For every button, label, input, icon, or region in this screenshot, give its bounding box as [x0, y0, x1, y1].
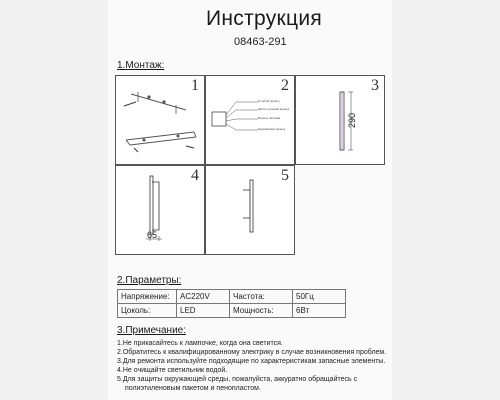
param-value: AC220V: [177, 290, 230, 304]
page-title: Инструкция: [206, 7, 323, 30]
note-item: полиэтиленовым пакетом и пенопластом.: [125, 385, 261, 393]
wire-label-ground: Желто-зеленый провод: [258, 107, 290, 111]
section-heading-montage: 1.Монтаж:: [117, 60, 165, 71]
param-label: Напряжение:: [118, 290, 177, 304]
wire-label-blue: Голубой провод: [258, 99, 280, 103]
step-panel-1: [115, 75, 205, 165]
param-value: 6Вт: [293, 304, 346, 318]
step-panel-4: [115, 165, 205, 255]
product-code: 08463-291: [234, 36, 287, 48]
wire-label-power: Провод питания: [258, 116, 281, 120]
table-row: [118, 304, 346, 318]
parameters-table: [117, 289, 346, 318]
note-item: 3.Для ремонта используйте подходящие по характеристикам запасные элементы.: [117, 358, 386, 366]
note-item: 1.Не прикасайтесь к лампочке, когда она светится.: [117, 340, 283, 347]
note-item: 4.Не очищайте светильник водой.: [117, 367, 228, 375]
param-label: Частота:: [230, 290, 293, 304]
step-panel-5: [205, 165, 295, 255]
step-panel-3: [295, 75, 385, 165]
installed-lamp-illustration: [206, 166, 296, 256]
step-number: 4: [191, 167, 199, 184]
section-heading-notes: 3.Примечание:: [117, 325, 186, 336]
table-row: [118, 290, 346, 304]
step-number: 2: [281, 77, 289, 94]
notes-list: [117, 339, 386, 394]
param-value: 50Гц: [293, 290, 346, 304]
param-label: Цоколь:: [118, 304, 177, 318]
note-item: 2.Обратитесь к квалифицированному электрику в случае возникновения проблем.: [117, 349, 387, 357]
dimension-depth: 65: [147, 230, 158, 240]
step-panel-2: [205, 75, 295, 165]
lamp-length-illustration: [296, 76, 386, 166]
step-number: 1: [191, 77, 199, 94]
mounting-bracket-illustration: [116, 76, 206, 166]
step-number: 3: [371, 77, 379, 94]
wiring-diagram: [206, 76, 296, 166]
section-heading-params: 2.Параметры:: [117, 275, 182, 286]
step-number: 5: [281, 167, 289, 184]
note-item: 5.Для защиты окружающей среды, пожалуйста, аккуратно обращайтесь с: [117, 376, 358, 384]
wire-label-brown: Коричневый провод: [258, 127, 286, 131]
dimension-length: 290: [347, 112, 357, 128]
lamp-depth-illustration: [116, 166, 206, 256]
param-label: Мощность:: [230, 304, 293, 318]
param-value: LED: [177, 304, 230, 318]
